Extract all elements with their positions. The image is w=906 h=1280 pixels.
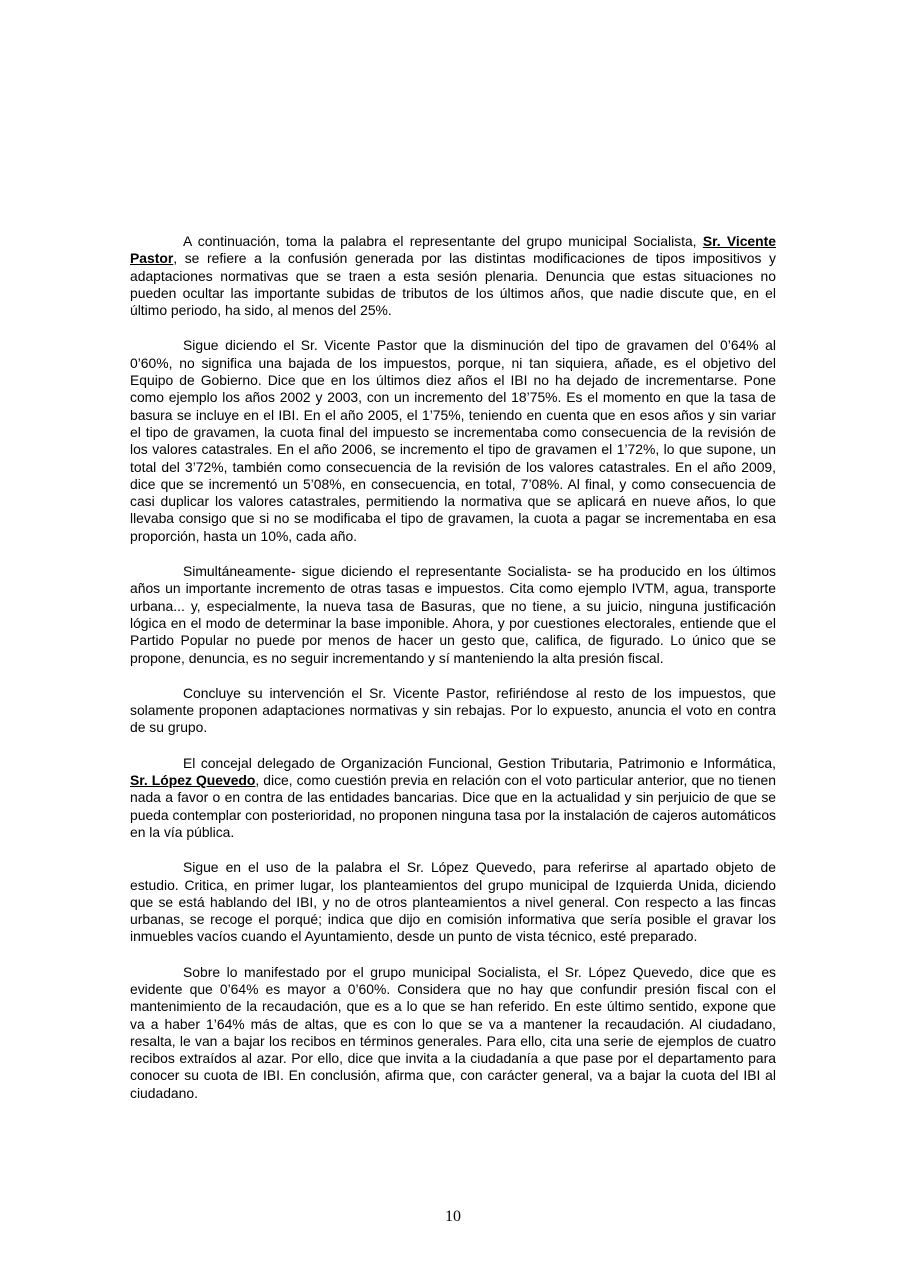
paragraph-text: Sigue en el uso de la palabra el Sr. López Quevedo, para referirse al apartado objeto de estudio. Critica, en primer lugar, los planteamientos del grupo municipal de Izquierda Unida, diciendo que se está hablando del IBI, y no de otros planteamientos a nivel general. Con respecto a las fincas urbanas, se recoge el porqué; indica que dijo en comisión informativa que sería posible el gravar los inmuebles vacíos cuando el Ayuntamiento, desde un punto de vista técnico, esté preparado. — [130, 859, 776, 945]
paragraph-text: , se refiere a la confusión generada por las distintas modificaciones de tipos impositivos y adaptaciones normativas que se traen a esta sesión plenaria. Denuncia que estas situaciones no pueden ocultar las importante subidas de tributos de los últimos años, que nadie discute que, en el último periodo, ha sido, al menos del 25%. — [130, 250, 776, 319]
speaker-name-lopez-quevedo: Sr. López Quevedo — [130, 772, 256, 789]
paragraph-4 — [130, 685, 776, 737]
document-body — [130, 233, 776, 1120]
speaker-name-vicente-pastor: Sr. Vicente Pastor — [130, 233, 776, 267]
paragraph-7 — [130, 964, 776, 1102]
paragraph-text: , dice, como cuestión previa en relación con el voto particular anterior, que no tienen nada a favor o en contra de las entidades bancarias. Dice que en la actualidad y sin perjuicio de que se pueda contemplar con posterioridad, no proponen ninguna tasa por la instalación de cajeros automáticos en la vía pública. — [130, 772, 776, 840]
paragraph-text: Concluye su intervención el Sr. Vicente Pastor, refiriéndose al resto de los impuestos, que solamente proponen adaptaciones normativas y sin rebajas. Por lo expuesto, anuncia el voto en contra de su grupo. — [130, 684, 776, 736]
paragraph-6 — [130, 859, 776, 945]
paragraph-5 — [130, 755, 776, 841]
paragraph-3 — [130, 563, 776, 667]
paragraph-1 — [130, 233, 776, 319]
paragraph-text: Sobre lo manifestado por el grupo municipal Socialista, el Sr. López Quevedo, dice que es evidente que 0’64% es mayor a 0’60%. Considera que no hay que confundir presión fiscal con el mantenimiento de la recaudación, que es a lo que se han referido. En este último sentido, expone que va a haber 1’64% más de altas, que es con lo que se va a mantener la recaudación. Al ciudadano, resalta, le van a bajar los recibos en términos generales. Para ello, cita una serie de ejemplos de cuatro recibos extraídos al azar. Por ello, dice que invita a la ciudadanía a que pase por el departamento para conocer su cuota de IBI. En conclusión, afirma que, con carácter general, va a bajar la cuota del IBI al ciudadano. — [130, 963, 776, 1101]
page-number: 10 — [445, 1208, 461, 1225]
paragraph-text: El concejal delegado de Organización Funcional, Gestion Tributaria, Patrimonio e Informática, — [183, 754, 776, 771]
paragraph-text: Simultáneamente- sigue diciendo el representante Socialista- se ha producido en los últimos años un importante incremento de otras tasas e impuestos. Cita como ejemplo IVTM, agua, transporte urbana... y, especialmente, la nueva tasa de Basuras, que no tiene, a su juicio, ninguna justificación lógica en el modo de determinar la base imponible. Ahora, y por cuestiones electorales, entiende que el Partido Popular no puede por menos de hacer un gesto que, califica, de figurado. Lo único que se propone, denuncia, es no seguir incrementando y sí manteniendo la alta presión fiscal. — [130, 563, 776, 666]
paragraph-text: A continuación, toma la palabra el representante del grupo municipal Socialista, — [183, 233, 703, 249]
paragraph-2 — [130, 337, 776, 545]
paragraph-text: Sigue diciendo el Sr. Vicente Pastor que la disminución del tipo de gravamen del 0’64% al 0’60%, no significa una bajada de los impuestos, porque, ni tan siquiera, añade, es el objetivo del Equipo de Gobierno. Dice que en los últimos diez años el IBI no ha dejado de incrementarse. Pone como ejemplo los años 2002 y 2003, con un incremento del 18’75%. Es el momento en que la tasa de basura se incluye en el IBI. En el año 2005, el 1’75%, teniendo en cuenta que en esos años y sin variar el tipo de gravamen, la cuota final del impuesto se incrementaba como consecuencia de la revisión de los valores catastrales. En el año 2006, se incremento el tipo de gravamen el 1’72%, lo que supone, un total del 3’72%, también como consecuencia de la revisión de los valores catastrales. En el año 2009, dice que se incrementó un 5’08%, en consecuencia, en total, 7’08%. Al final, y como consecuencia de casi duplicar los valores catastrales, permitiendo la normativa que se aplicará en nueve años, lo que llevaba consigo que si no se modificaba el tipo de gravamen, la cuota a pagar se incrementaba en esa proporción, hasta un 10%, cada año. — [130, 337, 776, 544]
